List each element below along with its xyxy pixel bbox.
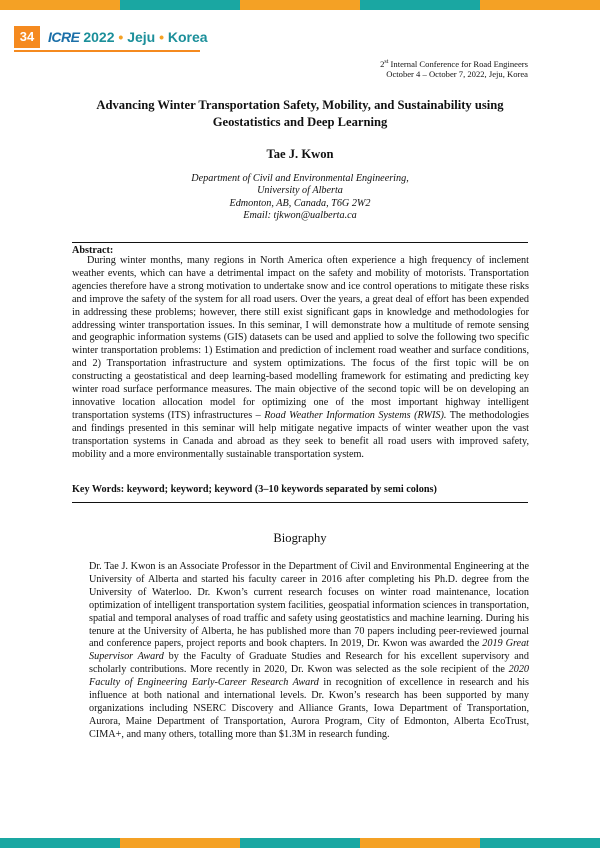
abstract-heading: Abstract: — [72, 245, 114, 256]
brand-year: 2022 — [83, 29, 115, 45]
page-header — [14, 24, 274, 48]
page-number: 34 — [14, 26, 40, 48]
conference-info — [380, 57, 528, 79]
author-email[interactable]: Email: tjkwon@ualberta.ca — [243, 210, 357, 222]
keywords-bottom-rule — [72, 502, 528, 503]
author-affiliation: Department of Civil and Environmental Engineering, University of Alberta Edmonton, AB, Canada, T6G 2W2 Email: tjkwon@ualberta.ca — [80, 173, 520, 223]
abstract-body: During winter months, many regions in North America often experience a high frequency of inclement weather events, which can have a detrimental impact on the safety and mobility of motorists. Transportation agencies therefore have a strong motivation to undertake snow and ice control operations to mitigate these risks and improve the safety of the system for all road users. Over the years, a great deal of effort has been expended in addressing these problems; however, there still exist significant gaps in knowledge and methodologies for addressing winter transportation issues. In this seminar, I will demonstrate how a multitude of remote sensing and geographic information systems (GIS) datasets can be used and applied to solve the following two specific winter transportation problems: 1) Estimation and prediction of inclement road weather and surface conditions, and 2) Transportation infrastructure and system optimizations. The focus of the first topic will be on constructing a geostatistical and deep learning-based modelling framework for estimating and predicting key winter road surface performance measures. The main objective of the second topic will be on developing an innovative location allocation model for optimizing one of the most important highway intelligent transportation systems (ITS) infrastructures – Road Weather Information Systems (RWIS). The methodologies and findings presented in this seminar will help mitigate negative impacts of winter weather upon the vast transportation systems in Canada and abroad as they seek to benefit all road users with improved safety, mobility and a more environmentally sustainable transportation system. — [72, 255, 529, 460]
abstract-top-rule — [72, 242, 528, 243]
conference-dates-line: October 4 – October 7, 2022, Jeju, Korea — [386, 68, 528, 79]
bottom-color-stripe — [0, 838, 600, 848]
bullet-dot-icon: • — [118, 29, 124, 45]
bullet-dot-icon: • — [159, 29, 164, 45]
biography-heading: Biography — [273, 531, 327, 545]
biography-body: Dr. Tae J. Kwon is an Associate Professor in the Department of Civil and Environmental Engineering at the University of Alberta and started his faculty career in 2016 after completing his Ph.D. degree from the University of Waterloo. Dr. Kwon’s current research focuses on winter road maintenance, location optimization of intelligent transportation system facilities, geospatial information sciences in transportation, spatial and temporal analyses of road traffic and safety using geostatistics and machine learning. During his tenure at the University of Alberta, he has published more than 70 papers including peer-reviewed journal and conference papers, project reports and book chapters. In 2019, Dr. Kwon was awarded the 2019 Great Supervisor Award by the Faculty of Graduate Studies and Research for his excellent supervisory and scholarly contributions. More recently in 2020, Dr. Kwon was selected as the sole recipient of the 2020 Faculty of Engineering Early-Career Research Award in recognition of excellence in research and his influence at both national and international levels. Dr. Kwon’s research has been supported by many organizations including NSERC Discovery and Alliance Grants, Iowa Department of Transportation, Aurora, Maine Department of Transportation, Aurora Program, City of Edmonton, Alberta EcoTrust, CIMA+, and many others, totalling more than $1.3M in research funding. — [89, 561, 529, 740]
top-color-stripe — [0, 0, 600, 10]
keywords: Key Words: keyword; keyword; keyword (3–10 keywords separated by semi colons) — [72, 484, 437, 495]
conference-logo: ICRE — [48, 29, 80, 45]
brand-city: Jeju — [127, 29, 156, 45]
conference-name-line: 2st Internal Conference for Road Engineers — [380, 58, 528, 69]
header-underline — [14, 50, 200, 52]
author-name: Tae J. Kwon — [266, 147, 334, 161]
paper-title: Advancing Winter Transportation Safety, Mobility, and Sustainability using Geostatistics and Deep Learning — [96, 98, 504, 129]
brand-country: Korea — [167, 29, 208, 45]
conference-brand — [48, 26, 208, 48]
